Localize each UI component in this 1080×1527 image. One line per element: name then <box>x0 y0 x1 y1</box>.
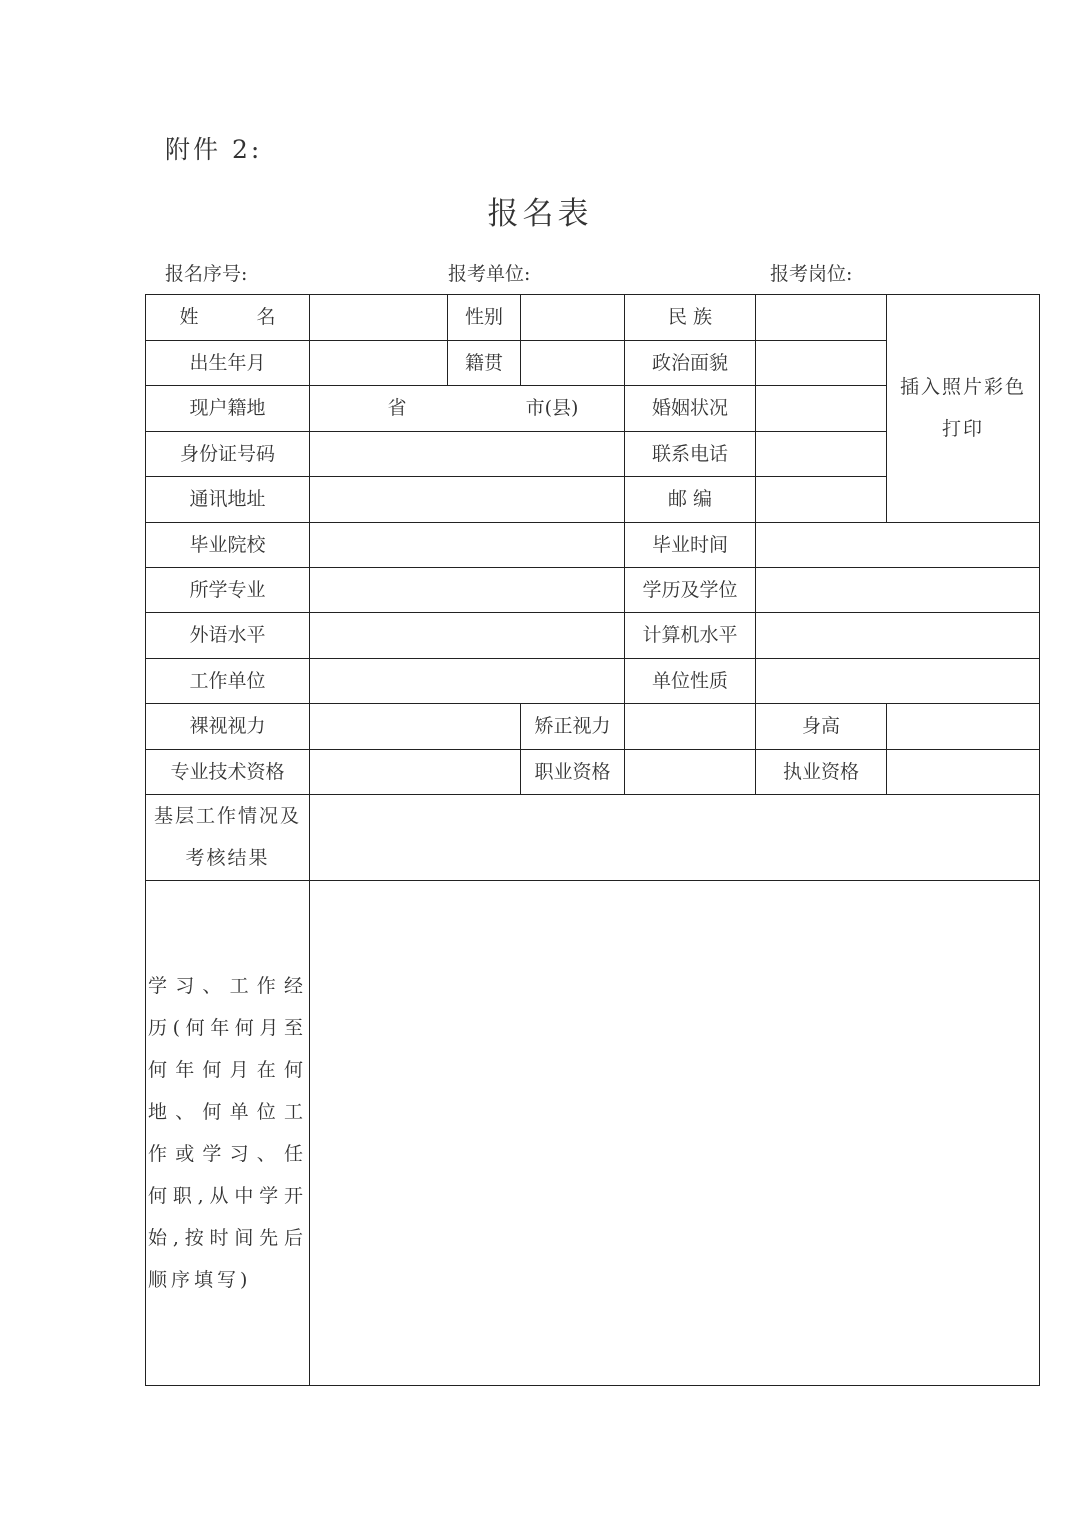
ethnicity-field[interactable] <box>756 295 887 341</box>
marital-label: 婚姻状况 <box>625 386 756 432</box>
ethnicity-label: 民 族 <box>625 295 756 341</box>
native-place-label: 籍贯 <box>448 341 521 386</box>
grad-time-label: 毕业时间 <box>625 523 756 568</box>
computer-label: 计算机水平 <box>625 613 756 659</box>
employer-label: 工作单位 <box>146 659 310 704</box>
height-label: 身高 <box>756 704 887 750</box>
political-label: 政治面貌 <box>625 341 756 386</box>
residence-label: 现户籍地 <box>146 386 310 432</box>
job-qual-label: 职业资格 <box>521 750 625 795</box>
employer-type-label: 单位性质 <box>625 659 756 704</box>
name-field[interactable] <box>310 295 448 341</box>
job-qual-field[interactable] <box>625 750 756 795</box>
gender-label: 性别 <box>448 295 521 341</box>
phone-label: 联系电话 <box>625 432 756 477</box>
practice-qual-label: 执业资格 <box>756 750 887 795</box>
id-number-label: 身份证号码 <box>146 432 310 477</box>
degree-field[interactable] <box>756 568 1040 613</box>
major-field[interactable] <box>310 568 625 613</box>
province-label: 省 <box>387 397 407 420</box>
exam-post-label: 报考岗位: <box>770 263 853 285</box>
school-field[interactable] <box>310 523 625 568</box>
degree-label: 学历及学位 <box>625 568 756 613</box>
address-field[interactable] <box>310 477 625 523</box>
employer-field[interactable] <box>310 659 625 704</box>
name-label: 姓 名 <box>146 295 310 341</box>
tech-qual-field[interactable] <box>310 750 521 795</box>
language-label: 外语水平 <box>146 613 310 659</box>
grad-time-field[interactable] <box>756 523 1040 568</box>
language-field[interactable] <box>310 613 625 659</box>
native-place-field[interactable] <box>521 341 625 386</box>
major-label: 所学专业 <box>146 568 310 613</box>
history-field[interactable] <box>310 881 1040 1386</box>
phone-field[interactable] <box>756 432 887 477</box>
attachment-label: 附件 2: <box>165 135 263 164</box>
photo-box[interactable]: 插入照片彩色打印 <box>887 295 1040 523</box>
school-label: 毕业院校 <box>146 523 310 568</box>
practice-qual-field[interactable] <box>887 750 1040 795</box>
naked-vision-field[interactable] <box>310 704 521 750</box>
registration-table <box>145 294 1040 1386</box>
postcode-field[interactable] <box>756 477 887 523</box>
height-field[interactable] <box>887 704 1040 750</box>
id-number-field[interactable] <box>310 432 625 477</box>
corrected-vision-field[interactable] <box>625 704 756 750</box>
birth-field[interactable] <box>310 341 448 386</box>
grassroots-label: 基层工作情况及考核结果 <box>146 795 310 881</box>
gender-field[interactable] <box>521 295 625 341</box>
residence-field[interactable] <box>310 386 625 432</box>
postcode-label: 邮 编 <box>625 477 756 523</box>
political-field[interactable] <box>756 341 887 386</box>
serial-number-label: 报名序号: <box>165 263 248 285</box>
marital-field[interactable] <box>756 386 887 432</box>
form-title: 报名表 <box>487 196 593 232</box>
computer-field[interactable] <box>756 613 1040 659</box>
history-label: 学习、工作经历(何年何月至何年何月在何地、何单位工作或学习、任何职,从中学开始,按时间先后顺序填写) <box>146 881 310 1386</box>
birth-label: 出生年月 <box>146 341 310 386</box>
grassroots-field[interactable] <box>310 795 1040 881</box>
corrected-vision-label: 矫正视力 <box>521 704 625 750</box>
naked-vision-label: 裸视视力 <box>146 704 310 750</box>
address-label: 通讯地址 <box>146 477 310 523</box>
tech-qual-label: 专业技术资格 <box>146 750 310 795</box>
employer-type-field[interactable] <box>756 659 1040 704</box>
city-label: 市(县) <box>525 397 579 420</box>
exam-unit-label: 报考单位: <box>448 263 531 285</box>
